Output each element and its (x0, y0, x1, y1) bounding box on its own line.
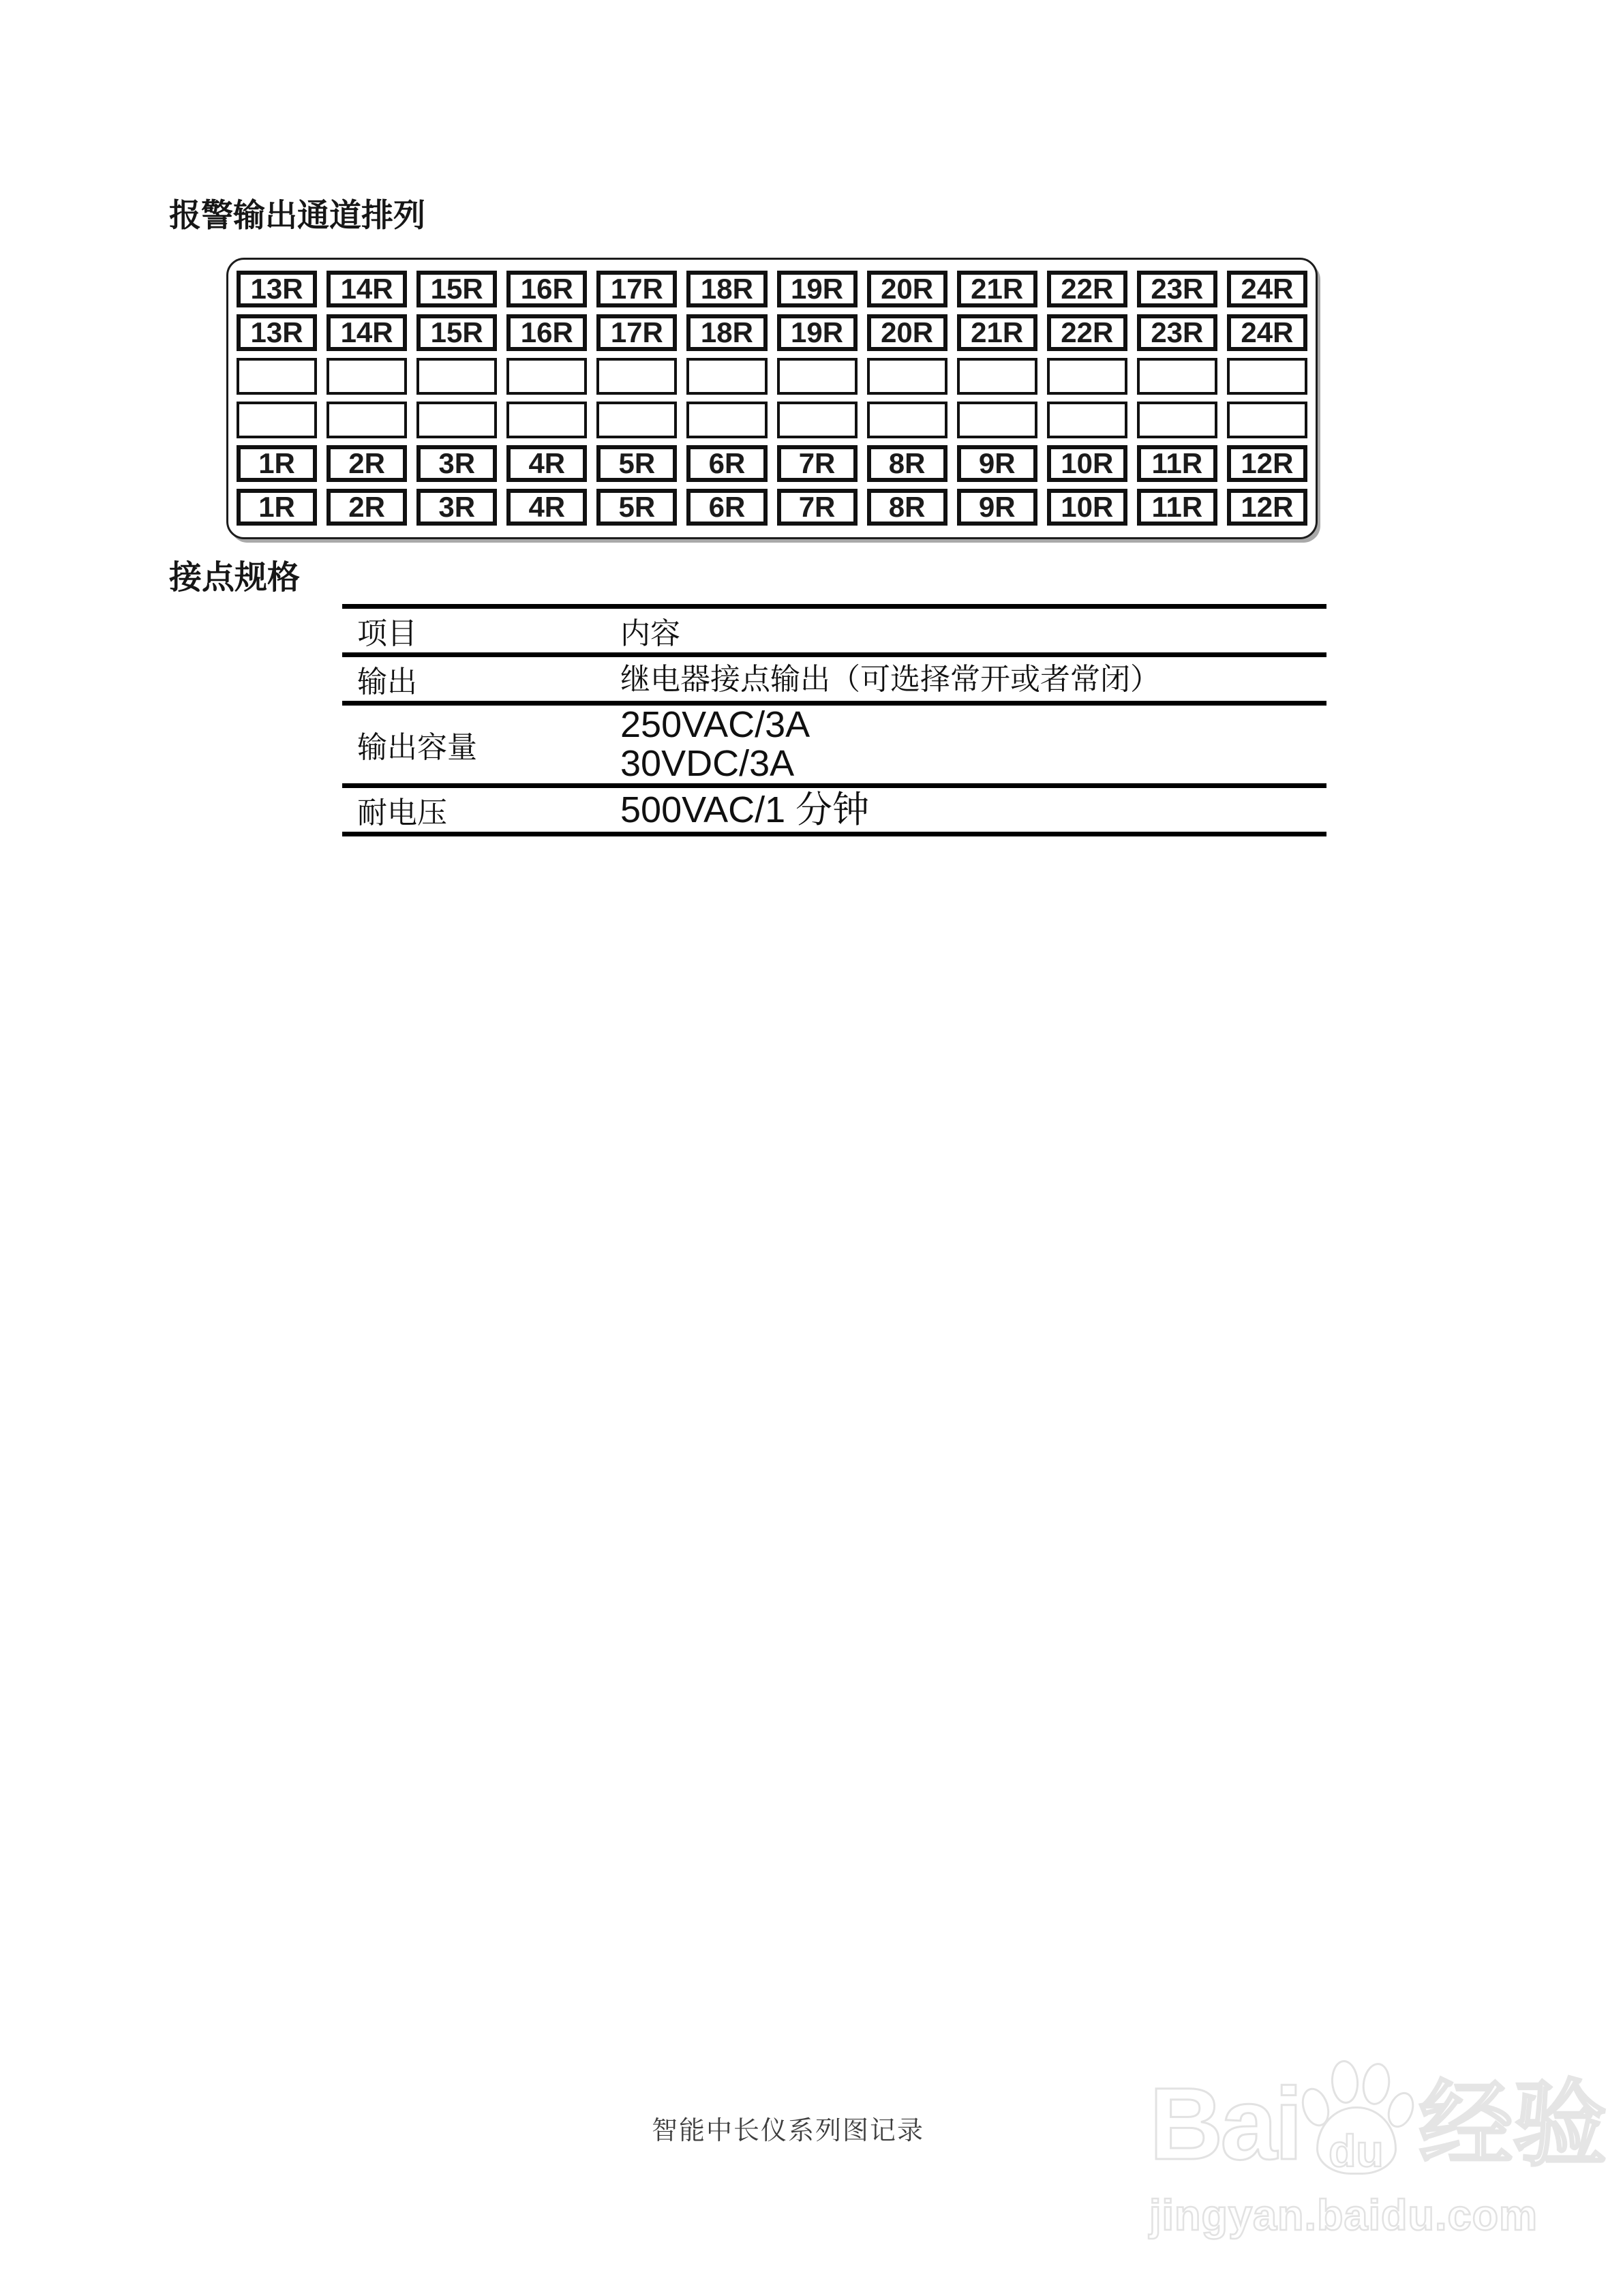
terminal-cell-10r: 10R (1047, 445, 1127, 482)
spec-row (342, 788, 1326, 832)
terminal-cell-4r: 4R (506, 489, 587, 526)
terminal-cell-4r: 4R (506, 445, 587, 482)
terminal-cell-3r: 3R (416, 445, 497, 482)
terminal-cell-8r: 8R (867, 489, 947, 526)
alarm-output-terminal-diagram (226, 258, 1318, 539)
terminal-cell-10r: 10R (1047, 489, 1127, 526)
terminal-cell-7r: 7R (777, 445, 858, 482)
spec-content-cell (605, 706, 1326, 783)
terminal-cell-empty (1137, 402, 1217, 438)
watermark-logo-row (1149, 2060, 1607, 2181)
terminal-cell-empty (867, 402, 947, 438)
terminal-cell-empty (596, 402, 677, 438)
terminal-cell-9r: 9R (957, 445, 1037, 482)
terminal-cell-1r: 1R (237, 489, 317, 526)
terminal-cell-empty (777, 358, 858, 395)
terminal-cell-13r: 13R (237, 271, 317, 307)
terminal-cell-empty (1047, 402, 1127, 438)
terminal-cell-15r: 15R (416, 271, 497, 307)
terminal-cell-13r: 13R (237, 314, 317, 351)
terminal-cell-empty (957, 402, 1037, 438)
terminal-cell-empty (777, 402, 858, 438)
terminal-cell-19r: 19R (777, 314, 858, 351)
terminal-cell-empty (686, 358, 767, 395)
spec-content-line: 30VDC/3A (620, 743, 795, 784)
spec-item-cell: 输出 (357, 665, 417, 699)
terminal-cell-empty (957, 358, 1037, 395)
terminal-cell-empty (1227, 402, 1307, 438)
spec-header-row (342, 609, 1326, 657)
terminal-cell-empty (596, 358, 677, 395)
terminal-cell-15r: 15R (416, 314, 497, 351)
spec-header-item: 项目 (357, 617, 417, 650)
terminal-cell-17r: 17R (596, 271, 677, 307)
terminal-grid (228, 260, 1316, 537)
terminal-cell-empty (1047, 358, 1127, 395)
spec-content-line: 500VAC/1 分钟 (620, 789, 870, 830)
terminal-cell-16r: 16R (506, 314, 587, 351)
terminal-cell-8r: 8R (867, 445, 947, 482)
terminal-cell-9r: 9R (957, 489, 1037, 526)
terminal-cell-22r: 22R (1047, 314, 1127, 351)
terminal-cell-1r: 1R (237, 445, 317, 482)
terminal-cell-21r: 21R (957, 314, 1037, 351)
terminal-cell-empty (1137, 358, 1217, 395)
terminal-cell-14r: 14R (327, 271, 407, 307)
spec-content-line: 250VAC/3A (620, 704, 810, 745)
terminal-cell-empty (1227, 358, 1307, 395)
spec-row (342, 706, 1326, 788)
terminal-cell-12r: 12R (1227, 489, 1307, 526)
terminal-cell-2r: 2R (327, 489, 407, 526)
terminal-cell-empty (506, 402, 587, 438)
terminal-cell-17r: 17R (596, 314, 677, 351)
terminal-cell-6r: 6R (686, 445, 767, 482)
terminal-cell-empty (237, 358, 317, 395)
terminal-cell-7r: 7R (777, 489, 858, 526)
spec-content-cell (605, 660, 1326, 699)
terminal-cell-empty (686, 402, 767, 438)
section-title-alarm-output-channels: 报警输出通道排列 (169, 197, 425, 233)
baidu-paw-icon (1301, 2060, 1410, 2175)
watermark-du-text: du (1329, 2126, 1384, 2176)
terminal-cell-22r: 22R (1047, 271, 1127, 307)
spec-header-content: 内容 (620, 617, 680, 650)
terminal-cell-23r: 23R (1137, 314, 1217, 351)
terminal-cell-3r: 3R (416, 489, 497, 526)
watermark-bai-text: Bai (1149, 2066, 1301, 2181)
terminal-cell-11r: 11R (1137, 489, 1217, 526)
terminal-cell-5r: 5R (596, 445, 677, 482)
terminal-cell-11r: 11R (1137, 445, 1217, 482)
spec-item-cell: 耐电压 (357, 796, 447, 830)
terminal-cell-empty (327, 358, 407, 395)
terminal-cell-empty (237, 402, 317, 438)
terminal-cell-21r: 21R (957, 271, 1037, 307)
terminal-cell-24r: 24R (1227, 271, 1307, 307)
section-title-contact-spec: 接点规格 (169, 560, 301, 596)
terminal-cell-19r: 19R (777, 271, 858, 307)
terminal-cell-16r: 16R (506, 271, 587, 307)
terminal-cell-23r: 23R (1137, 271, 1217, 307)
terminal-cell-empty (416, 358, 497, 395)
terminal-cell-5r: 5R (596, 489, 677, 526)
paw-toe-icon (1330, 2059, 1360, 2105)
watermark-jingyan-text: 经验 (1419, 2072, 1607, 2178)
terminal-cell-empty (506, 358, 587, 395)
terminal-cell-18r: 18R (686, 314, 767, 351)
contact-spec-table (342, 604, 1326, 836)
spec-item-cell: 输出容量 (357, 731, 477, 764)
baidu-jingyan-watermark (1149, 2060, 1607, 2240)
terminal-cell-20r: 20R (867, 271, 947, 307)
terminal-cell-6r: 6R (686, 489, 767, 526)
spec-content-cell (605, 791, 1326, 830)
terminal-cell-20r: 20R (867, 314, 947, 351)
spec-content-line: 继电器接点输出（可选择常开或者常闭） (620, 662, 1160, 696)
spec-row (342, 657, 1326, 706)
terminal-cell-24r: 24R (1227, 314, 1307, 351)
terminal-cell-12r: 12R (1227, 445, 1307, 482)
paw-toe-icon (1360, 2061, 1393, 2107)
terminal-cell-18r: 18R (686, 271, 767, 307)
terminal-cell-2r: 2R (327, 445, 407, 482)
terminal-cell-empty (327, 402, 407, 438)
terminal-cell-14r: 14R (327, 314, 407, 351)
watermark-url-text: jingyan.baidu.com (1149, 2192, 1538, 2239)
terminal-cell-empty (867, 358, 947, 395)
terminal-cell-empty (416, 402, 497, 438)
page-footer-text: 智能中长仪系列图记录 (652, 2117, 925, 2145)
spec-table-body (342, 657, 1326, 832)
